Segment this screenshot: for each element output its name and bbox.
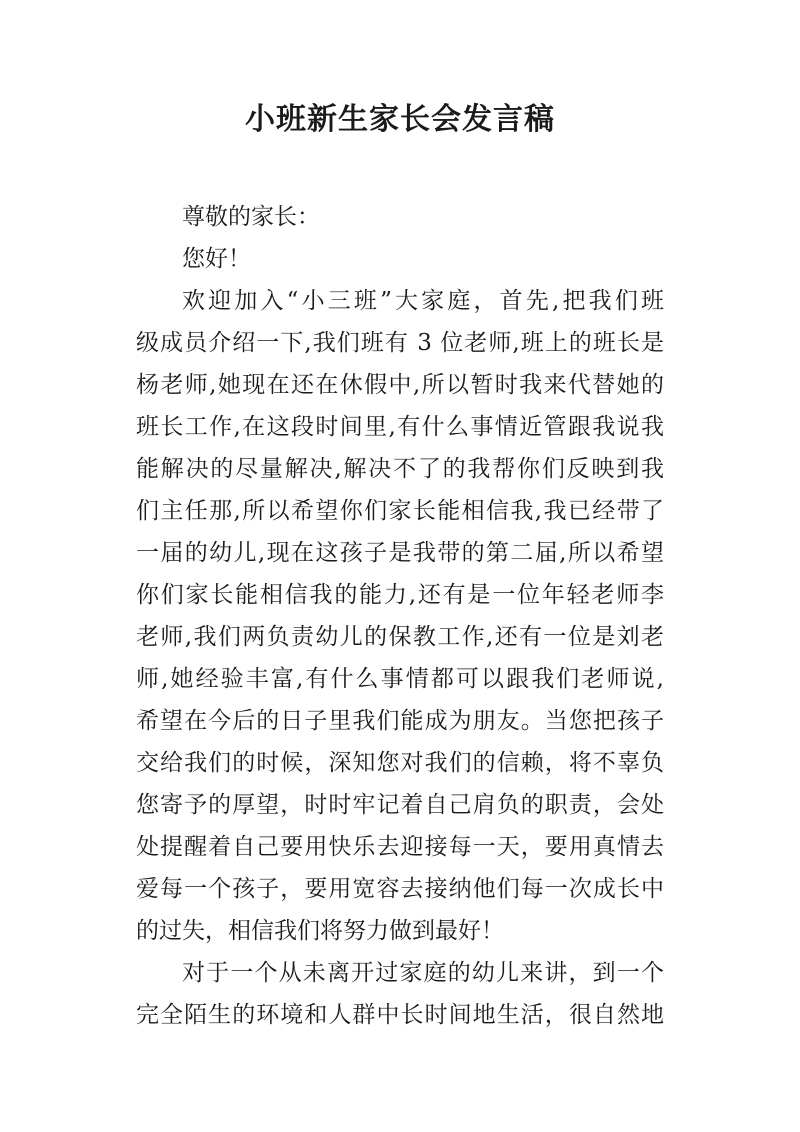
- paragraph-line: 处提醒着自己要用快乐去迎接每一天，要用真情去: [136, 834, 664, 860]
- paragraph-line: 的过失，相信我们将努力做到最好！: [136, 918, 504, 944]
- paragraph-line: 对于一个从未离开过家庭的幼儿来讲，到一个: [182, 960, 664, 986]
- paragraph-line: 能解决的尽量解决,解决不了的我帮你们反映到我: [136, 456, 664, 482]
- paragraph-2: [136, 952, 664, 1036]
- paragraph-line: 级成员介绍一下,我们班有 3 位老师,班上的班长是: [136, 330, 664, 356]
- paragraph-line: 欢迎加入“小三班”大家庭，首先,把我们班: [182, 288, 664, 314]
- page-title: 小班新生家长会发言稿: [245, 102, 555, 137]
- paragraph-line: 爱每一个孩子，要用宽容去接纳他们每一次成长中: [136, 876, 664, 902]
- paragraph-line: 们主任那,所以希望你们家长能相信我,我已经带了: [136, 498, 664, 524]
- paragraph-line: 完全陌生的环境和人群中长时间地生活，很自然地: [136, 1002, 664, 1028]
- paragraph-line: 您寄予的厚望，时时牢记着自己肩负的职责，会处: [136, 792, 664, 818]
- paragraph-line: 老师,我们两负责幼儿的保教工作,还有一位是刘老: [136, 624, 664, 650]
- paragraph-line: 希望在今后的日子里我们能成为朋友。当您把孩子: [136, 708, 664, 734]
- paragraph-1: [136, 280, 664, 952]
- paragraph-line: 交给我们的时候，深知您对我们的信赖，将不辜负: [136, 750, 664, 776]
- greeting-line: 尊敬的家长：: [182, 204, 320, 230]
- paragraph-line: 杨老师,她现在还在休假中,所以暂时我来代替她的: [136, 372, 664, 398]
- paragraph-line: 一届的幼儿,现在这孩子是我带的第二届,所以希望: [136, 540, 664, 566]
- speech-body: [136, 196, 664, 1036]
- paragraph-line: 班长工作,在这段时间里,有什么事情近管跟我说我: [136, 414, 664, 440]
- paragraph-line: 师,她经验丰富,有什么事情都可以跟我们老师说,: [136, 666, 664, 692]
- paragraph-line: 你们家长能相信我的能力,还有是一位年轻老师李: [136, 582, 664, 608]
- salutation-line: 您好！: [182, 246, 251, 272]
